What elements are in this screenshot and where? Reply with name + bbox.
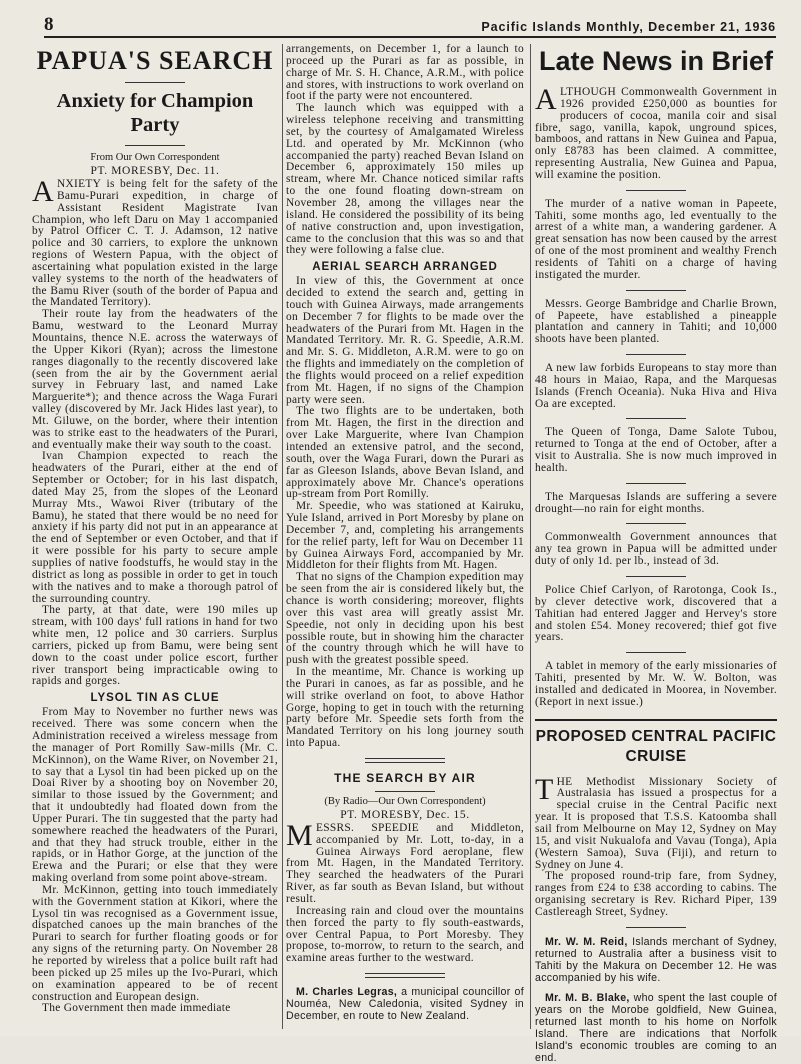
divider (626, 290, 686, 291)
paragraph (535, 83, 777, 182)
section-heading: AERIAL SEARCH ARRANGED (312, 261, 498, 274)
divider (626, 523, 686, 524)
column-rule-1 (282, 44, 283, 1029)
paragraph: The party, at that date, were 190 miles up stream, with 100 days' full rations in hand for two white men, 12 police and 30 carriers. Surplus carriers, picked up from Bamu, were being sent down to the coast under police escort, further river transport being impracticable owing to rapids and gorges. (32, 604, 278, 688)
paragraph-text: and Middleton, accompanied by Mr. Lott, to-day, in a Guinea Airways Ford aeroplane, flew from Mt. Hagen, in the Mandated Territory. They searched the headwaters of the Purari River, as far south as Bevan Island, but without result. (286, 821, 524, 905)
paragraph: The launch which was equipped with a wireless telephone receiving and transmitting set, by the courtesy of Amalgamated Wireless Ltd. and operated by Mr. McKinnon (who accompanied the party) reached Bevan Island on December 6, approximately 150 miles up stream, where Mr. Chance noticed similar rafts to the one found floating down-stream on November 28, among the villages near the island. He considered the possibility of its being of native construction and, upon investigation, came to the conclusion that this was so and that they were following a false clue. (286, 102, 524, 257)
divider (626, 354, 686, 355)
paragraph: The Queen of Tonga, Dame Salote Tubou, returned to Tonga at the end of October, after a visit to Australia. She is now much improved in health. (535, 426, 777, 474)
paragraph: The Government then made immediate (42, 1002, 231, 1015)
column-1 (32, 44, 278, 1015)
section-heading: LYSOL TIN AS CLUE (90, 692, 220, 705)
paragraph: Ivan Champion expected to reach the headwaters of the Purari, either at the end of September or October; for in his last dispatch, dated May 25, from the slopes of the Leonard Murray Mts., Wawoi River (tributary of the Bamu), he stated that there would be no need for anxiety if his party did not put in an appearance at the end of September or even October, and that if it were possible for his party to secure ample supplies of native foodstuffs, he would stay in the district as long as possible in order to get in touch with the natives and to make a thorough patrol of the surrounding country. (32, 450, 278, 605)
paragraph: A new law forbids Europeans to stay more than 48 hours in Maiao, Rapa, and the Marquesas Islands (French Oceania). Nuka Hiva and Hiva Oa are excepted. (535, 362, 777, 410)
article-headline: Late News in Brief (538, 46, 774, 76)
person-name: Mr. W. M. Reid, (545, 935, 628, 948)
lead-in: ESSRS. SPEEDIE (315, 821, 420, 834)
paragraph (32, 175, 278, 309)
paragraph: arrangements, on December 1, for a launch to proceed up the Purari as far as possible, in charge of Mr. S. H. Chance, A.R.M., with police and stores, with instructions to work overland on foot if the party were not encountered. (286, 43, 524, 103)
person-name: Mr. M. B. Blake, (545, 991, 630, 1004)
divider (125, 145, 185, 146)
column-rule-2 (530, 44, 531, 1029)
paragraph: In the meantime, Mr. Chance is working up the Purari in canoes, as far as possible, and he will strike overland on foot, to above Hathor Gorge, hoping to get in touch with the returning party before Mr. Speedie sets forth from the Mandated Territory on his long journey south into Papua. (286, 666, 524, 750)
header-rule (44, 36, 776, 38)
paragraph (535, 772, 777, 872)
divider (626, 652, 686, 653)
paragraph: Police Chief Carlyon, of Rarotonga, Cook Is., by clever detective work, discovered that a Tahitian had entered Jagger and Hervey's store and stolen £54. Money recovered; thief got five years. (535, 584, 777, 644)
article-subheadline: Anxiety for Champion Party (56, 90, 254, 136)
paragraph-text: Methodist Missionary Society of Australasia has issued a prospectus for a special cruise in the Central Pacific next year. It is proposed that T.S.S. Katoomba shall sail from Melbourne on May 12, Sydney on May 15, and visit Nukualofa and Vavau (Tonga), Apia (Western Samoa), Suva (Fiji), and return to Sydney on June 4. (535, 775, 777, 871)
personal-note (535, 936, 777, 984)
article-headline: PAPUA'S SEARCH (36, 46, 274, 75)
divider (626, 418, 686, 419)
divider (125, 82, 185, 83)
drop-cap: T (535, 772, 554, 806)
personal-note (535, 992, 777, 1064)
paragraph: Mr. McKinnon, getting into touch immediately with the Government station at Kikori, where the Lysol tin was recognised as a Government issue, dispatched canoes up the main branches of the Purari to search for further floating goods or for any signs of the returning party. On November 28 he reported by wireless that a police built raft had been picked up 25 miles up the Ivo-Purari, which on examination appeared to be of recent construction and European design. (32, 883, 278, 1003)
divider (626, 927, 686, 928)
running-head: Pacific Islands Monthly, December 21, 1936 (481, 20, 776, 34)
divider (626, 190, 686, 191)
paragraph: Messrs. George Bambridge and Charlie Brown, of Papeete, have established a pineapple plantation and cannery in Tahiti; and 10,000 shoots have been planted. (535, 297, 777, 346)
double-divider (365, 973, 445, 978)
lead-in: LTHOUGH (559, 86, 617, 98)
section-rule (535, 719, 777, 721)
paragraph: The murder of a native woman in Papeete, Tahiti, some months ago, led eventually to the arrest of a white man, a wandering gardener. A great sensation has now been caused by the arrest of one of the most prominent and wealthy French residents of Tahiti on a charge of having instigated the murder. (535, 197, 777, 281)
article-headline: PROPOSED CENTRAL PACIFIC CRUISE (535, 727, 777, 765)
paragraph: Mr. Speedie, who was stationed at Kairuku, Yule Island, arrived in Port Moresby by plane on December 7, and, completing his arrangements for the relief party, left for Wau on December 11 by Guinea Airways Ford, accompanied by Mr. Middleton for their flights from Mt. Hagen. (286, 500, 524, 572)
paragraph: Their route lay from the headwaters of the Bamu, westward to the Leonard Murray Mountains, thence N.E. across the waterways of the Upper Kikori (Ryan); across the limestone ranges diagonally to the recently discovered lake (seen from the air by the Government aerial survey in February last, and named Lake Marguerite*); and thence across the Waga Furari valley (discovered by Mr. Jack Hides last year), to Mt. Giluwe, on the border, where their intention was to strike east to the headwaters of the Purari, and eventually make their way south to the coast. (32, 308, 278, 451)
paragraph-text: who spent the last couple of years on the Morobe goldfield, New Guinea, returned last month to his home on Norfolk Island. There are indications that Norfolk Island's economic troubles are coming to an end. (535, 991, 777, 1064)
personal-note (286, 986, 524, 1022)
paragraph: A tablet in memory of the early missionaries of Tahiti, presented by Mr. W. W. Bolton, was installed and dedicated in Moorea, in November. (Report in next issue.) (535, 660, 777, 708)
section-heading: THE SEARCH BY AIR (334, 770, 476, 785)
paragraph-text: Commonwealth Government in 1926 provided £250,000 as bounties for producers of cocoa, manila coir and sisal fibre, sago, vanilla, kapok, unground spices, bamboos, and rattans in New Guinea and Papua, only £8783 has been claimed. A committee, representing Australia, New Guinea and Papua, will examine the position. (535, 86, 777, 181)
paragraph: The Marquesas Islands are suffering a severe drought—no rain for eight months. (535, 490, 777, 515)
divider (626, 576, 686, 577)
paragraph: In view of this, the Government at once decided to extend the search and, getting in touch with Guinea Airways, made arrangements on December 7 for flights to be made over the headwaters of the Purari from Mt. Hagen in the Mandated Territory. Mr. R. G. Speedie, A.R.M. and Mr. S. G. Middleton, A.R.M. were to go on the flights and immediately on the completion of the flights would proceed on a relief expedition from Mt. Hagen, if no signs of the Champion party were seen. (286, 275, 524, 406)
page-number: 8 (44, 14, 54, 35)
paragraph-text: a municipal councillor of Nouméa, New Caledonia, visited Sydney in December, en route to New Zealand. (286, 986, 524, 1023)
paragraph: The proposed round-trip fare, from Sydney, ranges from £24 to £38 according to cabins. The organising secretary is Rev. Richard Piper, 139 Castlereagh Street, Sydney. (535, 870, 777, 918)
paragraph (286, 818, 524, 906)
byline: From Our Own Correspondent (90, 152, 220, 163)
lead-in: HE (556, 775, 573, 788)
paragraph-text: Islands merchant of Sydney, returned to Australia after a business visit to Tahiti by the Makura on December 12. He was accompanied by his wife. (535, 935, 777, 984)
divider (626, 483, 686, 484)
double-divider (365, 758, 445, 763)
paragraph-text: is being felt for the safety of the Bamu-Purari expedition, in charge of Assistant Resident Magistrate Ivan Champion, who left Daru on May 1 accompanied by Patrol Officer C. T. J. Adamson, 12 native police and 30 carriers, to explore the unknown regions of Western Papua, with the object of ascertaining what population existed in the large valley systems to the north of the headwaters of the Bamu River (south of the border of Papua and the Mandated Territory). (32, 178, 278, 309)
drop-cap: A (32, 175, 54, 208)
lead-in: NXIETY (56, 178, 102, 190)
paragraph: The two flights are to be undertaken, both from Mt. Hagen, the first in the direction and over Lake Marguerite, where Ivan Champion intended an extensive patrol, and the second, south, over the Waga Furari, down the Purari as far as Gleeson Islands, above Bevan Island, and approximately above Mr. Chance's operations up-stream from Port Romilly. (286, 405, 524, 501)
paragraph: Increasing rain and cloud over the mountains then forced the party to fly south-eastwards, over Central Papua, to Port Moresby. They propose, to-morrow, to return to the search, and examine areas further to the westward. (286, 904, 524, 965)
paragraph: From May to November no further news was received. There was some concern when the Administration received a wireless message from the manager of Port Romilly Saw-mills (Mr. C. McKinnon), on the Wame River, on November 21, to say that a Lysol tin had been picked up on the Doai River by a shooting boy on November 20, similar to those issued by the Government; and that it undoubtedly had floated down from the Upper Purari. The tin suggested that the party had somewhere reached the headwaters of the Purari, and that they had struck trouble, either in the rapids, or in Hathor Gorge, at the junction of the Erewa and the Purari; or else that they were making overland from some point above-stream. (32, 706, 278, 885)
column-3 (535, 44, 777, 1064)
byline: (By Radio—Our Own Correspondent) (324, 795, 486, 807)
paragraph: That no signs of the Champion expedition may be seen from the air is considered likely but, the chance is worth considering; moreover, flights over this vast area will greatly assist Mr. Speedie, not only in deciding upon his best possible route, but in showing him the character of the country through which he will have to push with the greatest possible speed. (286, 571, 524, 667)
page-header (44, 14, 776, 36)
drop-cap: A (535, 83, 557, 116)
column-2 (286, 44, 524, 1022)
dateline: PT. MORESBY, Dec. 11. (90, 165, 220, 177)
divider (375, 791, 435, 792)
drop-cap: M (286, 818, 313, 852)
dateline: PT. MORESBY, Dec. 15. (340, 808, 470, 821)
paragraph: Commonwealth Government announces that any tea grown in Papua will be admitted under duty of only 1d. per lb., instead of 3d. (535, 531, 777, 568)
person-name: M. Charles Legras, (296, 986, 398, 999)
